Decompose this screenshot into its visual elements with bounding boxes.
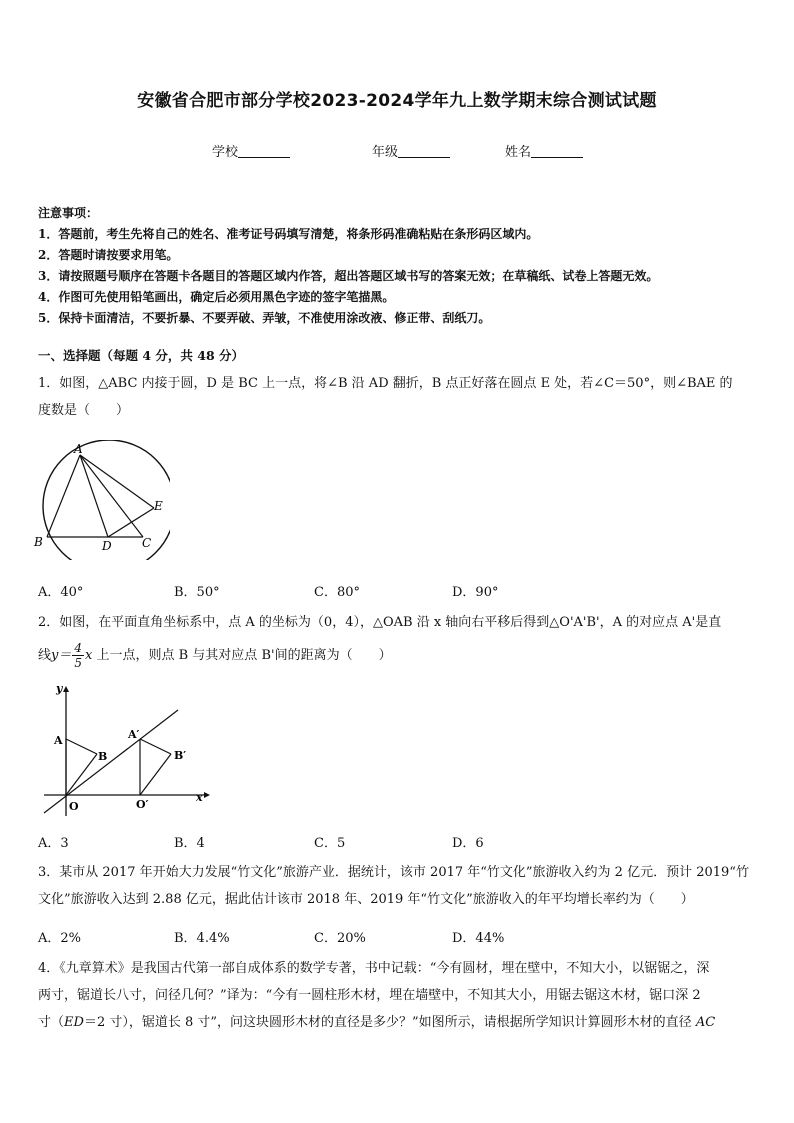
note-item: 5．保持卡面清洁，不要折暴、不要弄破、弄皱，不准使用涂改液、修正带、刮纸刀。	[38, 311, 491, 325]
note-item: 3．请按照题号顺序在答题卡各题目的答题区域内作答，超出答题区域书写的答案无效；在草稿纸、试卷上答题无效。	[38, 269, 659, 283]
fig2-label-a-prime: A′	[128, 728, 140, 741]
option: C．80°	[314, 585, 360, 600]
note-item: 4．作图可先使用铅笔画出，确定后必须用黑色字迹的签字笔描黑。	[38, 290, 395, 304]
question-2-line2	[38, 641, 758, 670]
grade-blank	[398, 145, 450, 158]
question-2	[38, 609, 758, 670]
question-1	[38, 370, 758, 424]
grade-label: 年级	[372, 145, 399, 160]
segment-ac: AC	[695, 1015, 716, 1030]
option: D．6	[452, 836, 484, 851]
notes-block	[38, 203, 658, 329]
question-2-figure	[36, 680, 216, 825]
option: C．5	[314, 836, 346, 851]
question-3	[38, 859, 758, 913]
option: A．2%	[38, 931, 82, 946]
option: B．50°	[174, 585, 220, 600]
equation-fraction	[72, 641, 84, 670]
school-field	[212, 141, 290, 160]
section-heading: 一、选择题（每题 4 分，共 48 分）	[38, 348, 245, 363]
school-label: 学校	[212, 145, 239, 160]
question-2-line1: 2．如图，在平面直角坐标系中，点 A 的坐标为（0，4），△OAB 沿 x 轴向右平移后得到△O'A'B'，A 的对应点 A'是直	[38, 615, 722, 630]
fig1-label-d: D	[102, 539, 112, 553]
fig2-label-b: B	[98, 750, 108, 763]
page-title: 安徽省合肥市部分学校2023-2024学年九上数学期末综合测试试题	[137, 91, 657, 111]
fig1-label-c: C	[142, 536, 152, 550]
name-field	[505, 141, 583, 160]
name-blank	[531, 145, 583, 158]
fig1-label-b: B	[34, 535, 43, 549]
fig2-label-a: A	[54, 734, 63, 747]
option: B．4.4%	[174, 931, 230, 946]
notes-heading: 注意事项：	[38, 206, 99, 220]
school-blank	[238, 145, 290, 158]
fraction-denominator: 5	[74, 656, 83, 670]
option: B．4	[174, 836, 205, 851]
fig2-label-b-prime: B′	[174, 749, 187, 762]
question-1-figure	[30, 440, 170, 560]
question-4	[38, 955, 758, 1036]
grade-field	[372, 141, 450, 160]
question-4-line2: 两寸，锯道长八寸，问径几何？”译为：“今有一圆柱形木材，埋在墙壁中，不知其大小，用锯去锯这木材，锯口深 2	[38, 988, 701, 1003]
equation-var: x	[85, 648, 93, 663]
fig1-label-e: E	[154, 499, 163, 513]
question-4-line3	[38, 1009, 758, 1036]
option: A．3	[38, 836, 69, 851]
fig1-label-a: A	[74, 442, 83, 456]
question-4-line3-b: ＝2 寸），锯道长 8 寸”，问这块圆形木材的直径是多少？”如图所示，请根据所学知识计算圆形木材的直径	[83, 1015, 696, 1030]
question-1-line1: 1．如图，△ABC 内接于圆，D 是 BC 上一点，将∠B 沿 AD 翻折，B 点正好落在圆点 E 处，若∠C＝50°，则∠BAE 的	[38, 376, 733, 391]
option: D．90°	[452, 585, 499, 600]
option: D．44%	[452, 931, 505, 946]
fig2-label-o: O	[69, 800, 79, 813]
question-3-line2: 文化”旅游收入达到 2.88 亿元，据此估计该市 2018 年、2019 年“竹文化”旅游收入的年平均增长率约为（ ）	[38, 892, 694, 907]
fig2-label-o-prime: O′	[136, 798, 149, 811]
fig2-label-x: x	[196, 791, 203, 804]
fig2-label-y: y	[56, 682, 63, 695]
note-item: 2．答题时请按要求用笔。	[38, 248, 179, 262]
question-4-line3-a: 寸（	[38, 1015, 65, 1030]
segment-ed: ED	[64, 1015, 84, 1030]
equation-lhs: y＝	[51, 648, 72, 663]
question-3-line1: 3．某市从 2017 年开始大力发展“竹文化”旅游产业．据统计，该市 2017 年“竹文化”旅游收入约为 2 亿元．预计 2019“竹	[38, 865, 749, 880]
question-1-line2: 度数是（ ）	[38, 403, 130, 418]
name-label: 姓名	[505, 145, 532, 160]
question-2-line2-post: 上一点，则点 B 与其对应点 B'间的距离为（ ）	[92, 648, 392, 663]
option: C．20%	[314, 931, 366, 946]
note-item: 1．答题前，考生先将自己的姓名、准考证号码填写清楚，将条形码准确粘贴在条形码区域内。	[38, 227, 539, 241]
fraction-numerator: 4	[74, 641, 83, 655]
question-2-line2-pre: 线	[38, 648, 52, 663]
question-4-line1: 4．《九章算术》是我国古代第一部自成体系的数学专著，书中记载：“今有圆材，埋在壁中，不知大小，以锯锯之，深	[38, 961, 710, 976]
option: A．40°	[38, 585, 84, 600]
